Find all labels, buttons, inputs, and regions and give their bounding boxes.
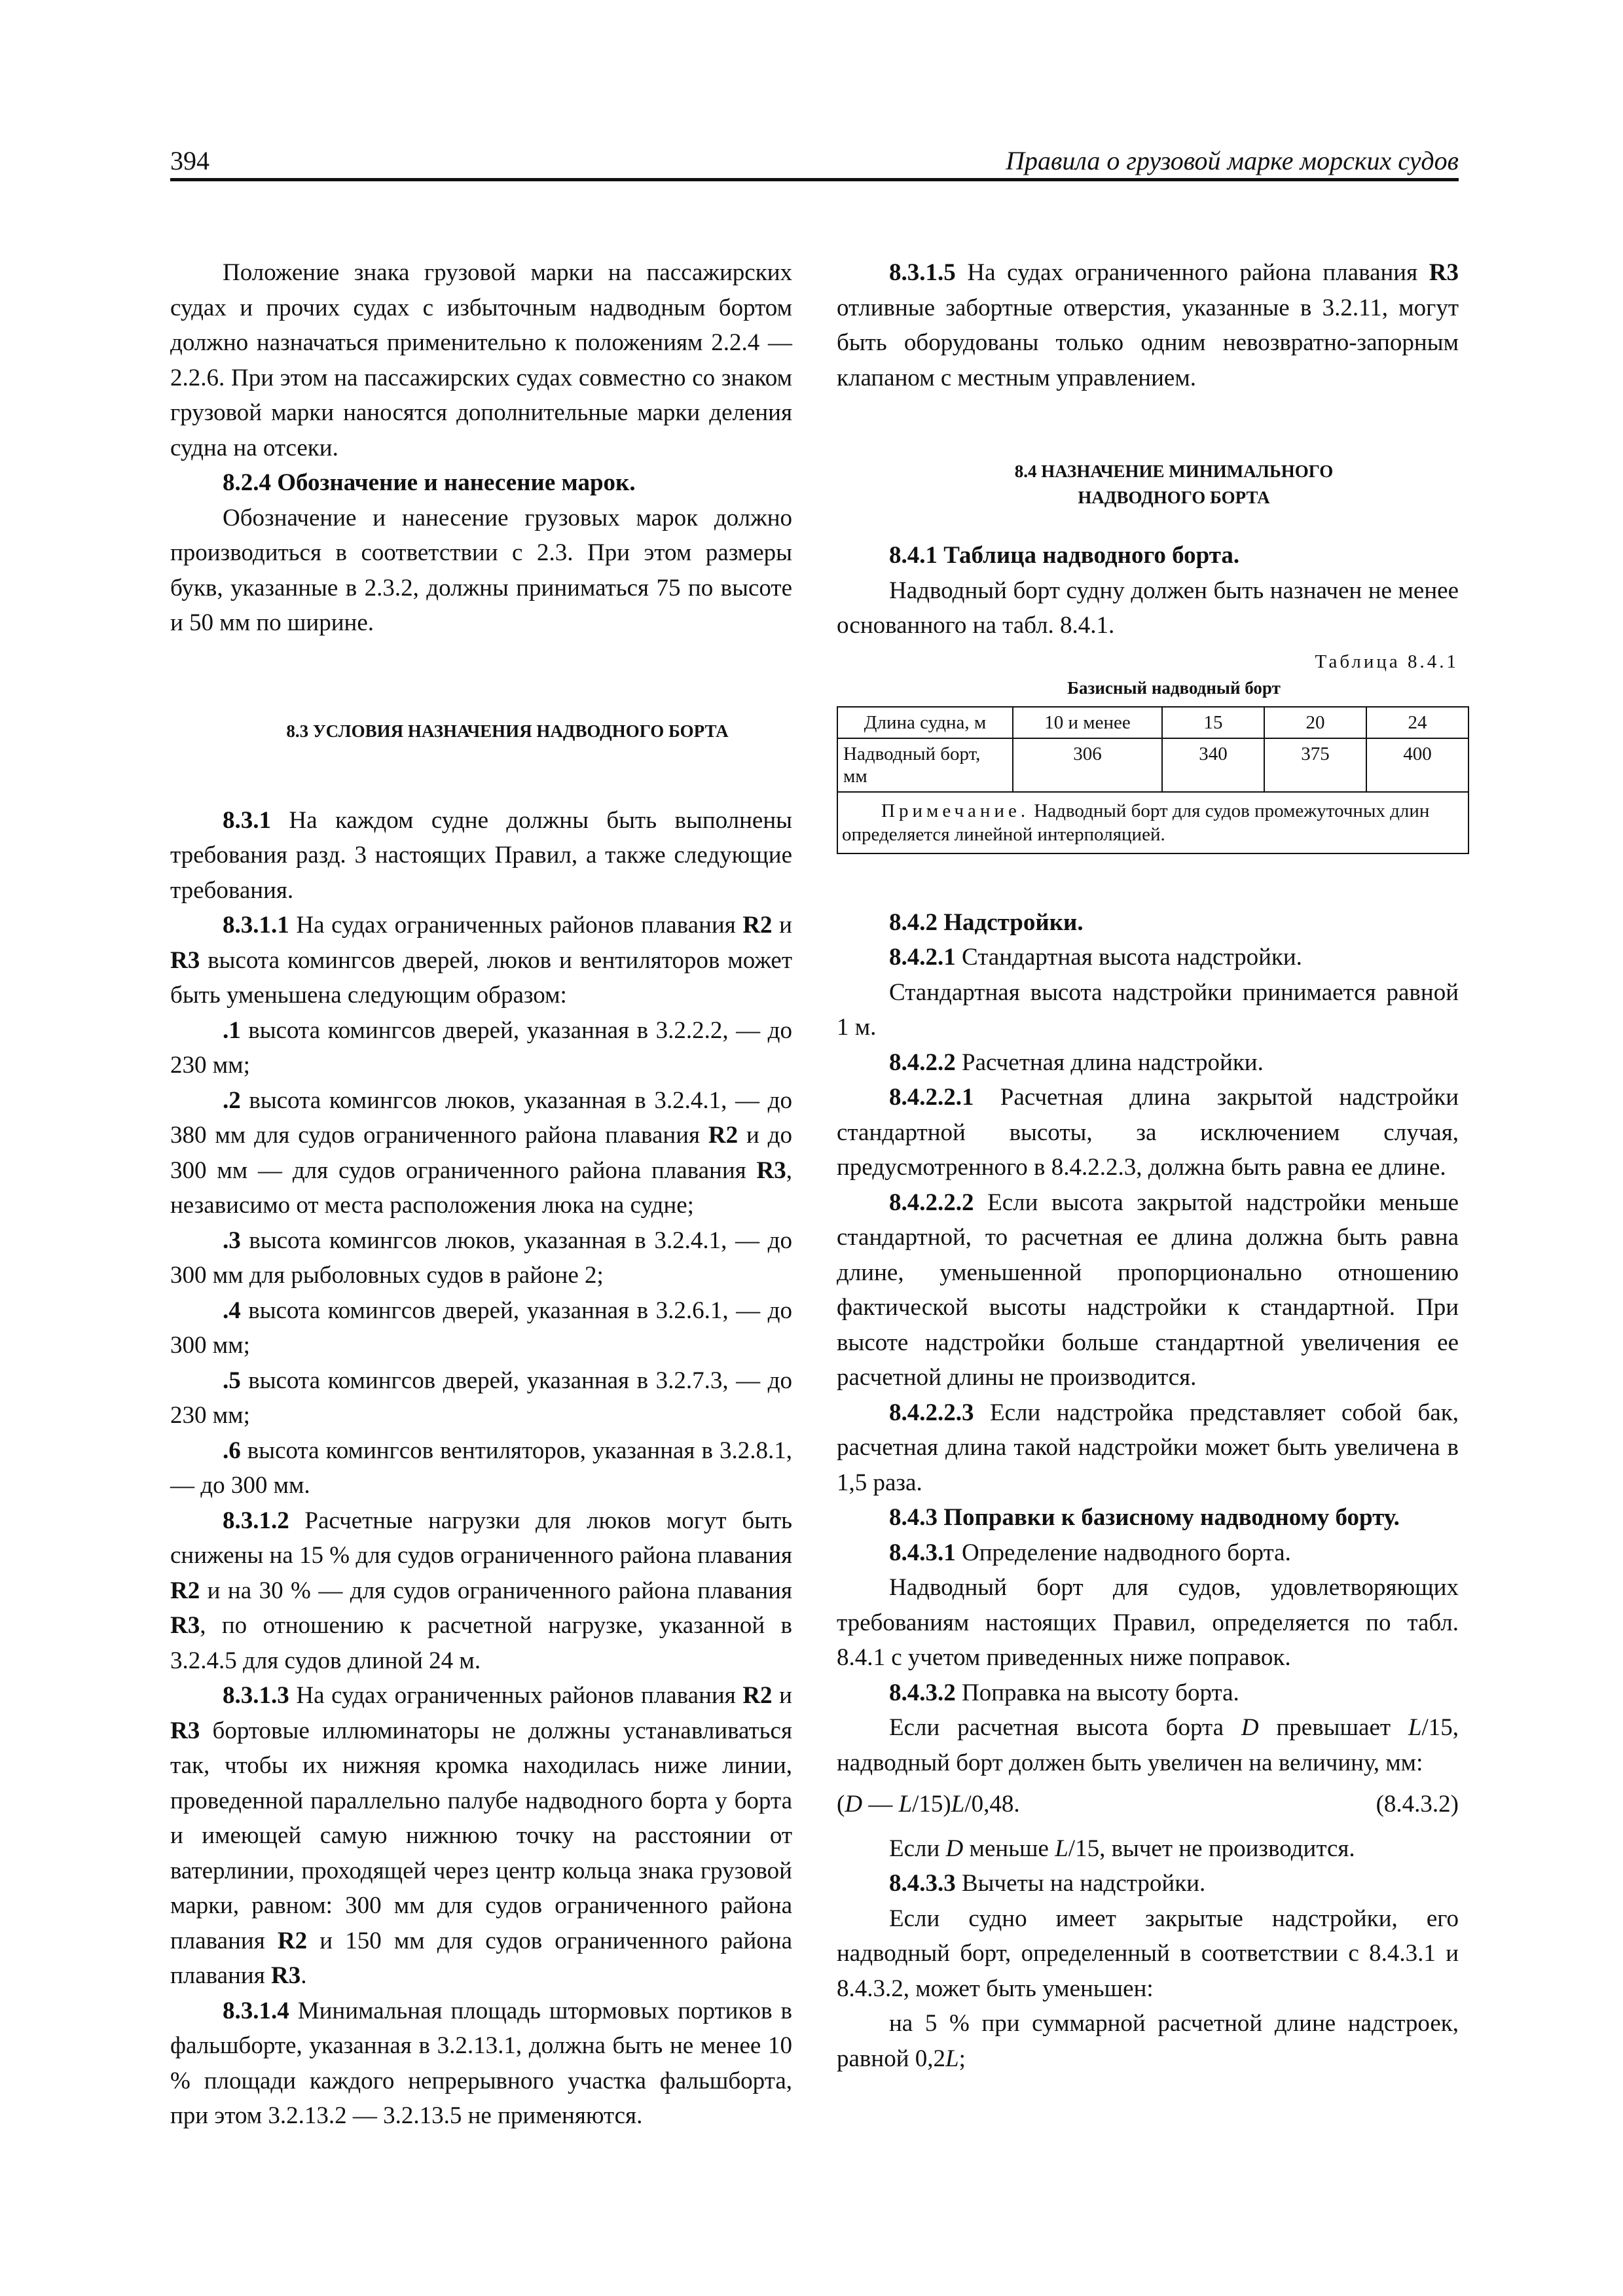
- paragraph: Стандартная высота надстройки принимается равной 1 м.: [837, 978, 1459, 1041]
- variable: L: [898, 1791, 913, 1818]
- clause-number: 8.4.3.2: [889, 1679, 956, 1706]
- area-code: R3: [1429, 259, 1459, 286]
- item-number: .4: [223, 1297, 241, 1324]
- spacer: [837, 511, 1459, 538]
- item-text: высота комингсов люков, указанная в 3.2.4.1, — до 380 мм для судов ограниченного района плавания: [170, 1086, 792, 1149]
- table-cell: Надводный борт, мм: [837, 738, 1013, 792]
- clause-number: 8.4.3.3: [889, 1870, 956, 1897]
- clause-text: и: [772, 1682, 792, 1709]
- item-text: и до 300 мм — для судов ограниченного района плавания: [170, 1122, 792, 1184]
- item-number: .1: [223, 1016, 241, 1044]
- running-title: Правила о грузовой марке морских судов: [1006, 146, 1459, 175]
- table-cell: 375: [1264, 738, 1366, 792]
- clause-text: На судах ограниченных районов плавания: [289, 1682, 743, 1709]
- paragraph-8-4-2-2-2: [837, 1185, 1459, 1395]
- area-code: R3: [170, 1612, 200, 1639]
- paragraph: [837, 1710, 1459, 1780]
- item-number: .6: [223, 1437, 241, 1464]
- section-heading-8-4: 8.4 НАЗНАЧЕНИЕ МИНИМАЛЬНОГО: [1014, 461, 1334, 481]
- paragraph-8-3-1: [170, 803, 792, 908]
- paragraph-8-4-3-2: [837, 1676, 1459, 1711]
- left-column: [170, 255, 792, 2134]
- clause-text: высота комингсов дверей, люков и вентиляторов может быть уменьшена следующим образом:: [170, 946, 792, 1009]
- clause-text: Если надстройка представляет собой бак, расчетная длина такой надстройки может быть увеличена в 1,5 раза.: [837, 1399, 1459, 1496]
- item-number: .3: [223, 1227, 241, 1254]
- item-text: высота комингсов вентиляторов, указанная в 3.2.8.1, — до 300 мм.: [170, 1437, 792, 1499]
- section-heading-8-2-4: 8.2.4 Обозначение и нанесение марок.: [223, 469, 636, 496]
- right-column: [837, 255, 1459, 2076]
- list-item-4: [170, 1293, 792, 1363]
- paragraph: [837, 1831, 1459, 1867]
- clause-text: Минимальная площадь штормовых портиков в фальшборте, указанная в 3.2.13.1, должна быть не менее 10 % площади каждого непрерывного участка фальшборта, при этом 3.2.13.2 — 3.2.13.5 не применяются.: [170, 1997, 792, 2129]
- item-text: высота комингсов люков, указанная в 3.2.4.1, — до 300 мм для рыболовных судов в районе 2;: [170, 1227, 792, 1289]
- clause-number: 8.4.2.2: [889, 1049, 956, 1076]
- area-code: R2: [742, 1682, 773, 1709]
- paragraph-8-3-1-2: [170, 1503, 792, 1679]
- clause-number: 8.3.1.1: [223, 912, 289, 939]
- paragraph: Положение знака грузовой марки на пассажирских судах и прочих судах с избыточным надводным бортом должно назначаться применительно к положениям 2.2.4 — 2.2.6. При этом на пассажирских судах совместно со знаком грузовой марки наносятся дополнительные марки деления судна на отсеки.: [170, 259, 792, 461]
- page-number: 394: [170, 146, 210, 175]
- clause-text: и на 30 % — для судов ограниченного района плавания: [200, 1577, 792, 1604]
- spacer: [837, 1780, 1459, 1787]
- formula-expression: [837, 1787, 1020, 1822]
- clause-number: 8.3.1.3: [223, 1682, 289, 1709]
- paragraph-8-3-1-1: [170, 908, 792, 1013]
- clause-text: Расчетные нагрузки для люков могут быть снижены на 15 % для судов ограниченного района плавания: [170, 1507, 792, 1569]
- paragraph-8-4-2-2: [837, 1045, 1459, 1081]
- clause-number: 8.4.2.1: [889, 944, 956, 971]
- formula-text: /0,48.: [964, 1791, 1020, 1818]
- section-heading-8-4-3: 8.4.3 Поправки к базисному надводному борту.: [889, 1504, 1400, 1531]
- item-number: .2: [223, 1086, 241, 1114]
- clause-text: и 150 мм для судов ограниченного района плавания: [170, 1927, 792, 1989]
- item-text: , независимо от места расположения люка на судне;: [170, 1157, 792, 1219]
- area-code: R3: [170, 946, 200, 974]
- paragraph: Надводный борт судну должен быть назначен не менее основанного на табл. 8.4.1.: [837, 577, 1459, 639]
- item-text: высота комингсов дверей, указанная в 3.2.7.3, — до 230 мм;: [170, 1367, 792, 1429]
- clause-text: Стандартная высота надстройки.: [955, 944, 1302, 971]
- area-code: R2: [708, 1122, 739, 1149]
- table-cell: 306: [1013, 738, 1162, 792]
- paragraph-8-3-1-3: [170, 1678, 792, 1994]
- text: Если расчетная высота борта: [889, 1714, 1241, 1741]
- formula-text: —: [862, 1791, 899, 1818]
- paragraph-8-4-3-3: [837, 1866, 1459, 1901]
- variable: L: [1408, 1714, 1422, 1741]
- text: /15, вычет не производится.: [1068, 1835, 1355, 1862]
- header-rule: [170, 178, 1459, 181]
- paragraph: Надводный борт для судов, удовлетворяющих требованиям настоящих Правил, определяется по табл. 8.4.1 с учетом приведенных ниже поправок.: [837, 1574, 1459, 1671]
- spacer: [837, 1822, 1459, 1831]
- paragraph-8-4-2-2-1: [837, 1080, 1459, 1185]
- text: ;: [958, 2045, 966, 2072]
- clause-text: На судах ограниченных районов плавания: [289, 912, 743, 939]
- list-item-3: [170, 1223, 792, 1293]
- area-code: R3: [270, 1962, 301, 1989]
- table-row: [837, 738, 1468, 792]
- text: превышает: [1258, 1714, 1408, 1741]
- clause-number: 8.3.1.5: [889, 259, 956, 286]
- spacer: [837, 395, 1459, 458]
- note-text: Надводный борт для судов промежуточных длин определяется линейной интерполяцией.: [842, 800, 1430, 845]
- clause-number: 8.4.2.2.3: [889, 1399, 974, 1426]
- paragraph-8-4-3-1: [837, 1535, 1459, 1571]
- list-item-1: [170, 1013, 792, 1083]
- clause-text: Определение надводного борта.: [955, 1539, 1291, 1566]
- section-heading-8-4-1: 8.4.1 Таблица надводного борта.: [889, 542, 1240, 569]
- table-cell: 400: [1366, 738, 1468, 792]
- area-code: R2: [277, 1927, 308, 1954]
- table-cell: 20: [1264, 707, 1366, 738]
- clause-text: Если высота закрытой надстройки меньше стандартной, то расчетная ее длина должна быть равна длине, уменьшенной пропорционально отношению фактической высоты надстройки к стандартной. При высоте надстройки больше стандартной увеличения ее расчетной длины не производится.: [837, 1189, 1459, 1391]
- paragraph-8-4-2-2-3: [837, 1395, 1459, 1501]
- clause-text: .: [301, 1962, 307, 1989]
- spacer: [837, 643, 1459, 649]
- clause-text: На каждом судне должны быть выполнены требования разд. 3 настоящих Правил, а также следующие требования.: [170, 806, 792, 904]
- table-title: Базисный надводный борт: [1067, 677, 1281, 698]
- clause-text: отливные забортные отверстия, указанные в 3.2.11, могут быть оборудованы только одним невозвратно-запорным клапаном с местным управлением.: [837, 294, 1459, 391]
- variable: D: [845, 1791, 863, 1818]
- table-note-row: [837, 792, 1468, 853]
- formula-8-4-3-2: [837, 1787, 1459, 1822]
- text: /15, надводный борт должен быть увеличен на величину, мм:: [837, 1714, 1459, 1776]
- formula-text: /15): [912, 1791, 951, 1818]
- item-number: .5: [223, 1367, 241, 1394]
- variable: L: [945, 2045, 959, 2072]
- list-item-2: [170, 1083, 792, 1223]
- variable: D: [945, 1835, 964, 1862]
- list-item-5: [170, 1363, 792, 1433]
- spacer: [170, 641, 792, 718]
- section-heading-8-4-line2: НАДВОДНОГО БОРТА: [1078, 488, 1270, 507]
- area-code: R2: [170, 1577, 200, 1604]
- spacer: [837, 854, 1459, 905]
- page-header: [170, 145, 1459, 182]
- section-heading-8-4-2: 8.4.2 Надстройки.: [889, 908, 1084, 936]
- clause-text: На судах ограниченного района плавания: [955, 259, 1429, 286]
- item-text: высота комингсов дверей, указанная в 3.2.2.2, — до 230 мм;: [170, 1016, 792, 1079]
- clause-number: 8.4.2.2.2: [889, 1189, 974, 1216]
- clause-text: Расчетная длина закрытой надстройки стандартной высоты, за исключением случая, предусмотренного в 8.4.2.2.3, должна быть равна ее длине.: [837, 1084, 1459, 1181]
- variable: L: [1055, 1835, 1068, 1862]
- table-cell: 340: [1162, 738, 1264, 792]
- area-code: R3: [170, 1717, 200, 1744]
- variable: L: [951, 1791, 965, 1818]
- table-cell: 24: [1366, 707, 1468, 738]
- clause-number: 8.3.1.4: [223, 1997, 289, 2024]
- text: меньше: [963, 1835, 1055, 1862]
- clause-text: Расчетная длина надстройки.: [955, 1049, 1264, 1076]
- table-cell: 10 и менее: [1013, 707, 1162, 738]
- paragraph: [837, 2006, 1459, 2076]
- area-code: R3: [756, 1157, 786, 1184]
- table-cell: Длина судна, м: [837, 707, 1013, 738]
- clause-number: 8.3.1: [223, 806, 271, 834]
- paragraph-8-3-1-4: [170, 1994, 792, 2134]
- paragraph: Если судно имеет закрытые надстройки, его надводный борт, определенный в соответствии с 8.4.3.1 и 8.4.3.2, может быть уменьшен:: [837, 1905, 1459, 2002]
- clause-number: 8.3.1.2: [223, 1507, 289, 1534]
- clause-text: и: [772, 912, 792, 939]
- clause-number: 8.4.3.1: [889, 1539, 956, 1566]
- formula-number: (8.4.3.2): [1376, 1791, 1459, 1818]
- area-code: R2: [742, 912, 773, 939]
- table-cell: 15: [1162, 707, 1264, 738]
- paragraph: Обозначение и нанесение грузовых марок должно производиться в соответствии с 2.3. При этом размеры букв, указанные в 2.3.2, должны приниматься 75 по высоте и 50 мм по ширине.: [170, 504, 792, 636]
- clause-number: 8.4.2.2.1: [889, 1084, 974, 1111]
- formula-text: (: [837, 1791, 845, 1818]
- table-header-row: [837, 707, 1468, 738]
- variable: D: [1241, 1714, 1259, 1741]
- text: Если: [889, 1835, 946, 1862]
- list-item-6: [170, 1433, 792, 1503]
- table-note: [837, 792, 1468, 853]
- clause-text: Поправка на высоту борта.: [955, 1679, 1239, 1706]
- paragraph-8-3-1-5: [837, 255, 1459, 395]
- text: на 5 % при суммарной расчетной длине надстроек, равной 0,2: [837, 2010, 1459, 2072]
- spacer: [170, 744, 792, 803]
- clause-text: Вычеты на надстройки.: [955, 1870, 1206, 1897]
- note-label: Примечание.: [881, 800, 1030, 821]
- freeboard-table: [837, 706, 1469, 854]
- paragraph-8-4-2-1: [837, 940, 1459, 975]
- item-text: высота комингсов дверей, указанная в 3.2.6.1, — до 300 мм;: [170, 1297, 792, 1359]
- clause-text: бортовые иллюминаторы не должны устанавливаться так, чтобы их нижняя кромка находилась ниже линии, проведенной параллельно палубе надводного борта у борта и имеющей самую нижнюю точку на расстоянии от ватерлинии, проходящей через центр кольца знака грузовой марки, равном: 300 мм для судов ограниченного района плавания: [170, 1717, 792, 1954]
- table-caption: Таблица 8.4.1: [1315, 651, 1459, 672]
- section-heading-8-3: 8.3 УСЛОВИЯ НАЗНАЧЕНИЯ НАДВОДНОГО БОРТА: [286, 721, 729, 741]
- clause-text: , по отношению к расчетной нагрузке, указанной в 3.2.4.5 для судов длиной 24 м.: [170, 1612, 792, 1674]
